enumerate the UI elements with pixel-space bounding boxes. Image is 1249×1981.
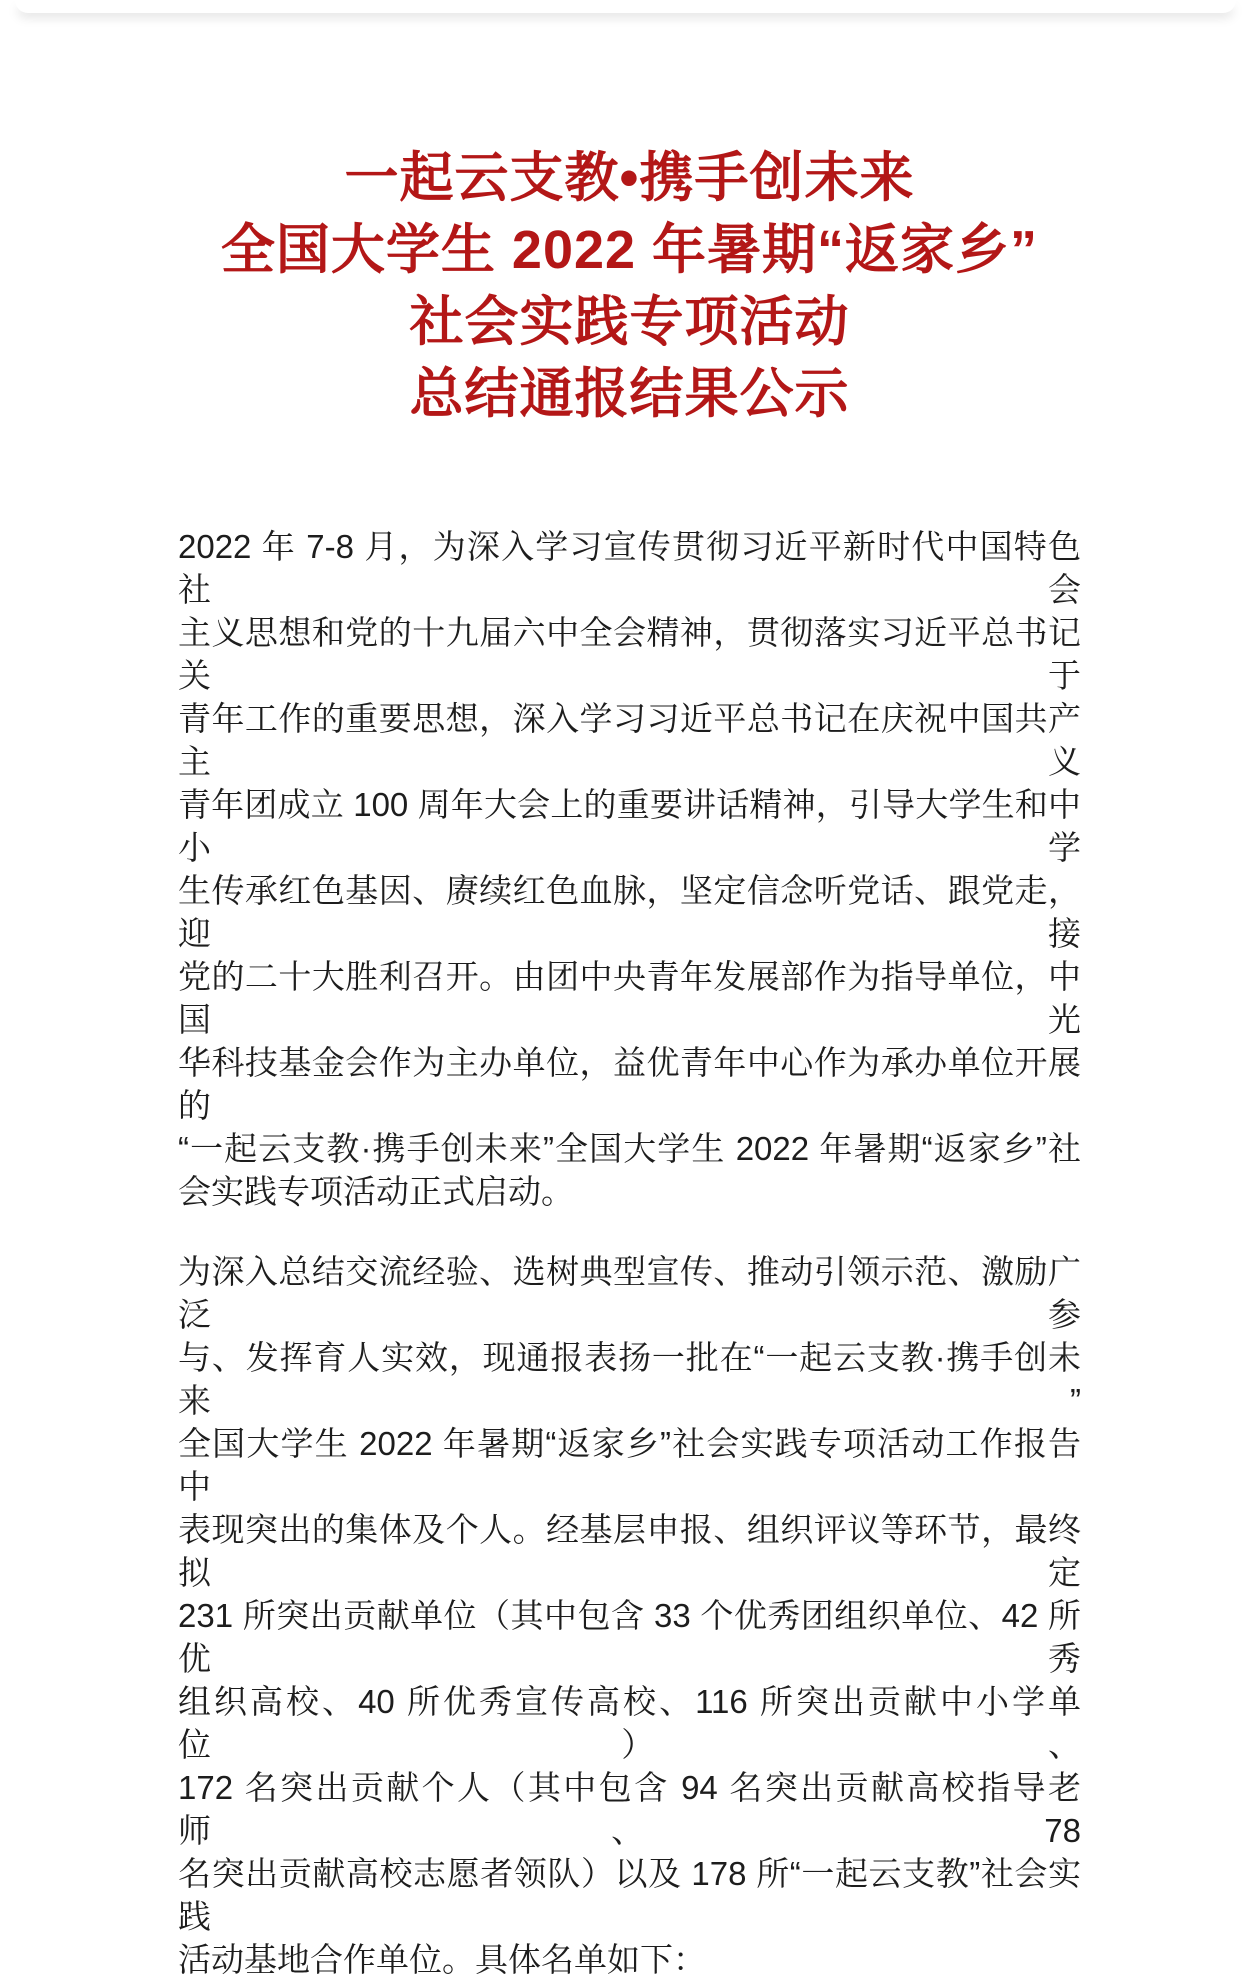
paragraph-line: 活动基地合作单位。具体名单如下：: [178, 1941, 706, 1978]
paragraph-line: 华科技基金会作为主办单位，益优青年中心作为承办单位开展的: [178, 1044, 1081, 1124]
paragraph-line: 名突出贡献高校志愿者领队）以及 178 所“一起云支教”社会实践: [178, 1855, 1081, 1935]
paragraph-line: 主义思想和党的十九届六中全会精神，贯彻落实习近平总书记关于: [178, 614, 1081, 694]
title-line: 一起云支教•携手创未来: [344, 148, 915, 208]
paragraph-results: [178, 1250, 1081, 1981]
paragraph-line: 表现突出的集体及个人。经基层申报、组织评议等环节，最终拟定: [178, 1511, 1081, 1591]
paragraph-line: 会实践专项活动正式启动。: [178, 1173, 574, 1210]
paragraph-line: 172 名突出贡献个人（其中包含 94 名突出贡献高校指导老师、78: [178, 1769, 1081, 1849]
paragraph-line: 231 所突出贡献单位（其中包含 33 个优秀团组织单位、42 所优秀: [178, 1597, 1081, 1677]
paragraph-line: 与、发挥育人实效，现通报表扬一批在“一起云支教·携手创未来”: [178, 1339, 1081, 1419]
paragraph-line: 党的二十大胜利召开。由团中央青年发展部作为指导单位，中国光: [178, 958, 1081, 1038]
title-line: 社会实践专项活动: [409, 292, 850, 352]
paragraph-line: 全国大学生 2022 年暑期“返家乡”社会实践专项活动工作报告中: [178, 1425, 1081, 1505]
title-line: 总结通报结果公示: [409, 364, 850, 424]
announcement-document: [178, 0, 1081, 1981]
paragraph-line: 青年工作的重要思想，深入学习习近平总书记在庆祝中国共产主义: [178, 700, 1081, 780]
paragraph-intro: [178, 525, 1081, 1213]
paragraph-line: 青年团成立 100 周年大会上的重要讲话精神，引导大学生和中小学: [178, 786, 1081, 866]
paragraph-line: 为深入总结交流经验、选树典型宣传、推动引领示范、激励广泛参: [178, 1253, 1081, 1333]
paragraph-line: “一起云支教·携手创未来”全国大学生 2022 年暑期“返家乡”社: [178, 1130, 1081, 1167]
paragraph-line: 生传承红色基因、赓续红色血脉，坚定信念听党话、跟党走，迎接: [178, 872, 1081, 952]
paragraph-line: 组织高校、40 所优秀宣传高校、116 所突出贡献中小学单位）、: [178, 1683, 1081, 1763]
paragraph-line: 2022 年 7-8 月，为深入学习宣传贯彻习近平新时代中国特色社会: [178, 528, 1081, 608]
title-line: 全国大学生 2022 年暑期“返家乡”: [220, 220, 1039, 280]
announcement-title: [178, 142, 1081, 430]
